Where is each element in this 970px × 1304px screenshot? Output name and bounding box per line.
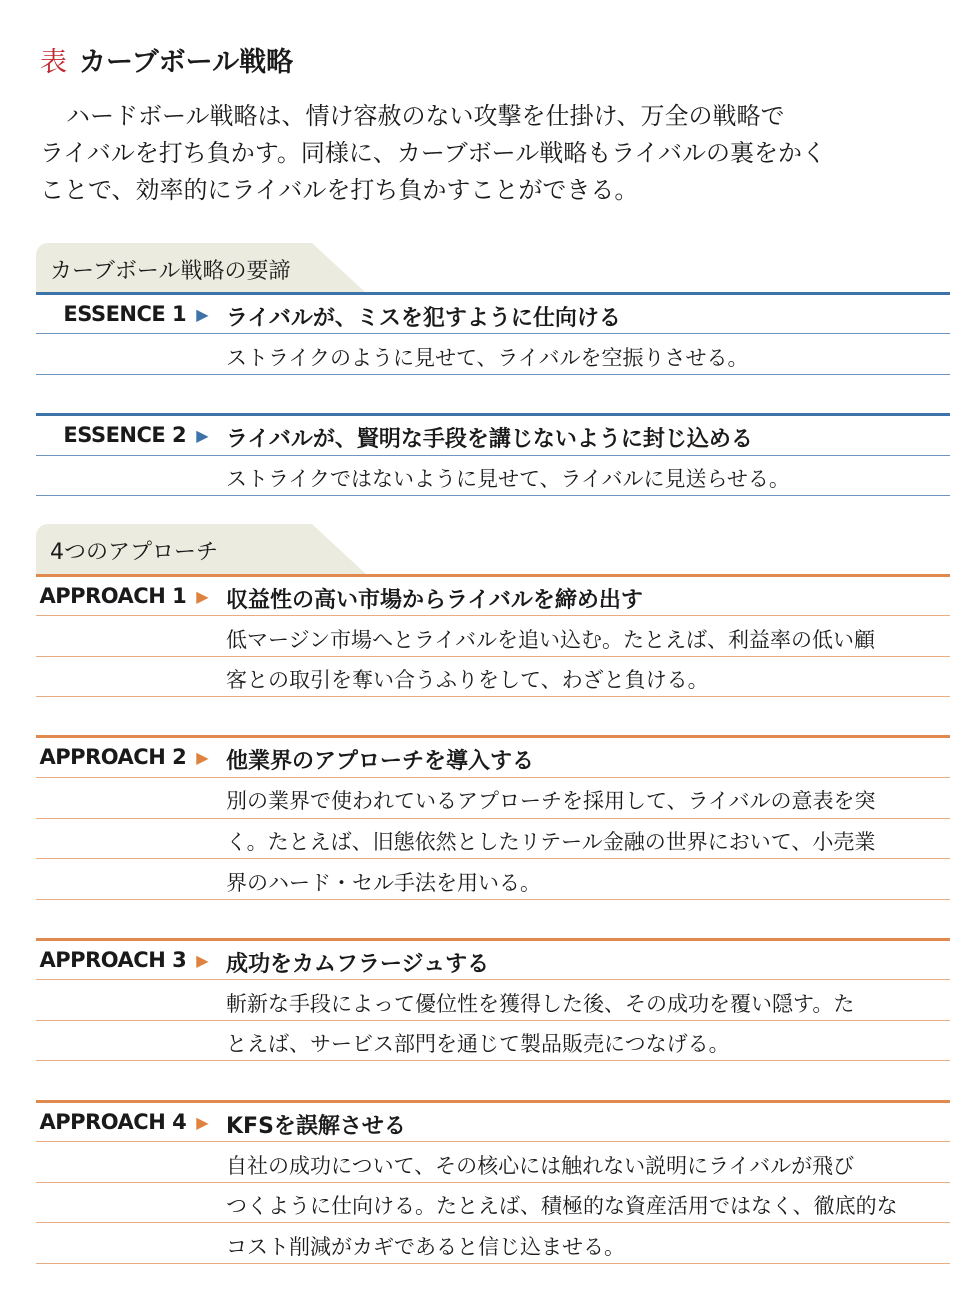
divider [36,455,950,456]
label-text: APPROACH 4 [39,1110,187,1134]
label-text: APPROACH 3 [39,948,187,972]
approach-1-text: 客との取引を奪い合うふりをして、わざと負ける。 [226,668,709,692]
arrow-right-icon: ▶ [196,950,208,970]
divider [36,1182,950,1183]
divider [36,1020,950,1021]
essence-2-label [63,423,208,447]
divider [36,1222,950,1223]
intro-line: ハードボール戦略は、情け容赦のない攻撃を仕掛け、万全の戦略で [66,102,785,130]
divider [36,413,950,416]
divider [36,292,950,295]
approach-2-label [40,745,208,769]
intro-line: ライバルを打ち負かす。同様に、カーブボール戦略もライバルの裏をかく [40,139,826,167]
table-label: 表 [40,47,67,78]
title-text: カーブボール戦略 [79,47,294,78]
divider [36,979,950,980]
essence-2-text: ストライクではないように見せて、ライバルに見送らせる。 [226,467,790,491]
approach-2-heading: 他業界のアプローチを導入する [226,749,535,774]
approach-1-heading: 収益性の高い市場からライバルを締め出す [226,588,643,613]
divider [36,938,950,941]
divider [36,696,950,697]
label-text: ESSENCE 1 [63,302,187,326]
approach-4-heading: KFSを誤解させる [226,1114,406,1139]
intro-line: ことで、効率的にライバルを打ち負かすことができる。 [40,176,639,204]
divider [36,1263,950,1264]
arrow-right-icon: ▶ [196,747,208,767]
divider [36,374,950,375]
approach-2-text: 界のハード・セル手法を用いる。 [226,871,541,895]
divider [36,495,950,496]
approach-2-text: く。たとえば、旧態依然としたリテール金融の世界において、小売業 [226,830,876,854]
approach-4-text: つくように仕向ける。たとえば、積極的な資産活用ではなく、徹底的な [226,1194,898,1218]
divider [36,818,950,819]
divider [36,858,950,859]
essence-1-label [63,302,208,326]
divider [36,1060,950,1061]
divider [36,1100,950,1103]
arrow-right-icon: ▶ [196,425,208,445]
essence-section-title: カーブボール戦略の要諦 [50,259,291,284]
arrow-right-icon: ▶ [196,586,208,606]
approach-4-text: コスト削減がカギであると信じ込ませる。 [226,1235,625,1259]
approach-section-title: 4つのアプローチ [50,540,218,565]
page-title [40,40,293,79]
approach-3-heading: 成功をカムフラージュする [226,952,490,977]
approach-3-text: 斬新な手段によって優位性を獲得した後、その成功を覆い隠す。た [226,992,855,1016]
divider [36,574,950,577]
label-text: APPROACH 1 [39,584,187,608]
divider [36,1141,950,1142]
approach-1-text: 低マージン市場へとライバルを追い込む。たとえば、利益率の低い顧 [226,628,876,652]
divider [36,333,950,334]
essence-1-heading: ライバルが、ミスを犯すように仕向ける [226,306,621,331]
arrow-right-icon: ▶ [196,304,208,324]
arrow-right-icon: ▶ [196,1112,208,1132]
approach-3-text: とえば、サービス部門を通じて製品販売につなげる。 [226,1032,730,1056]
essence-1-text: ストライクのように見せて、ライバルを空振りさせる。 [226,346,749,370]
approach-2-text: 別の業界で使われているアプローチを採用して、ライバルの意表を突 [226,789,876,813]
divider [36,615,950,616]
approach-4-label [40,1110,208,1134]
intro-paragraph [40,98,920,209]
essence-2-heading: ライバルが、賢明な手段を講じないように封じ込める [226,427,753,452]
divider [36,656,950,657]
divider [36,899,950,900]
label-text: ESSENCE 2 [63,423,187,447]
label-text: APPROACH 2 [39,745,187,769]
approach-3-label [40,948,208,972]
approach-4-text: 自社の成功について、その核心には触れない説明にライバルが飛び [226,1154,855,1178]
divider [36,777,950,778]
approach-1-label [40,584,208,608]
divider [36,735,950,738]
